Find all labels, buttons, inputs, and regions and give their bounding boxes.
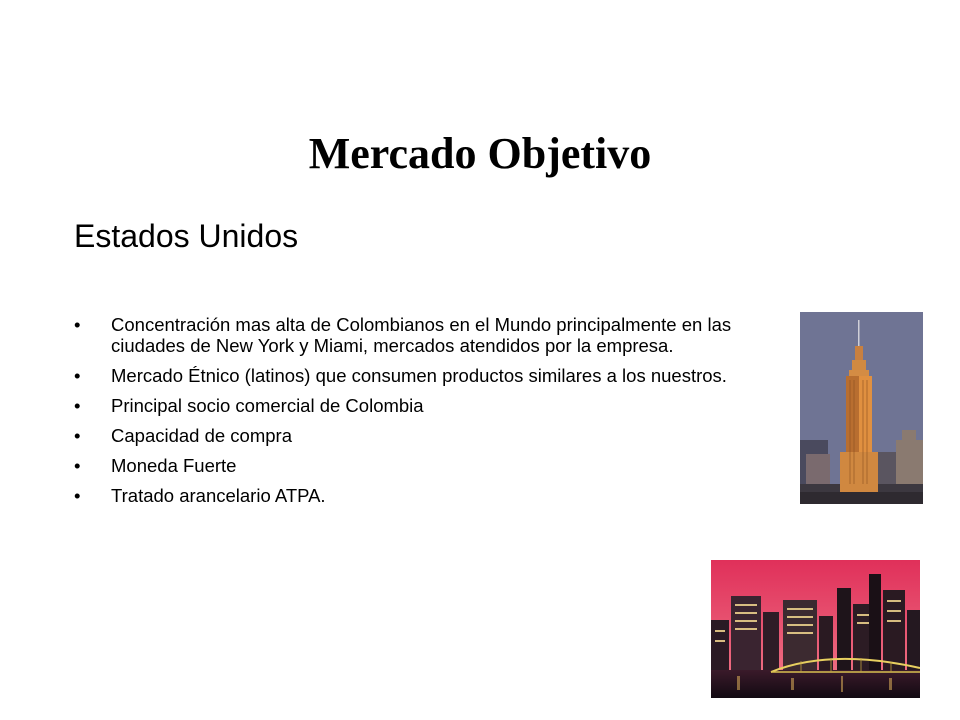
bullet-text: Mercado Étnico (latinos) que consumen productos similares a los nuestros. (111, 365, 727, 386)
bullet-icon: • (74, 485, 81, 506)
slide-title: Mercado Objetivo (308, 129, 652, 178)
bullet-icon: • (74, 455, 81, 476)
bullet-icon: • (74, 425, 81, 446)
bullet-text: Tratado arancelario ATPA. (111, 485, 326, 506)
list-item (74, 395, 734, 416)
list-item (74, 485, 734, 506)
list-item (74, 455, 734, 476)
bullet-text: Concentración mas alta de Colombianos en el Mundo principalmente en las ciudades de New York y Miami, mercados atendidos por la empresa. (111, 314, 732, 356)
list-item (74, 365, 734, 386)
list-item (74, 314, 734, 356)
list-item (74, 425, 734, 446)
bullet-text: Moneda Fuerte (111, 455, 237, 476)
bullet-text: Capacidad de compra (111, 425, 292, 446)
bullet-icon: • (74, 365, 81, 386)
bullet-text: Principal socio comercial de Colombia (111, 395, 424, 416)
night-city-skyline-photo (711, 560, 920, 698)
bullet-list (74, 314, 734, 515)
bullet-icon: • (74, 395, 81, 416)
empire-state-building-illustration (800, 312, 923, 504)
bullet-icon: • (74, 314, 81, 335)
slide-subtitle: Estados Unidos (74, 218, 299, 254)
